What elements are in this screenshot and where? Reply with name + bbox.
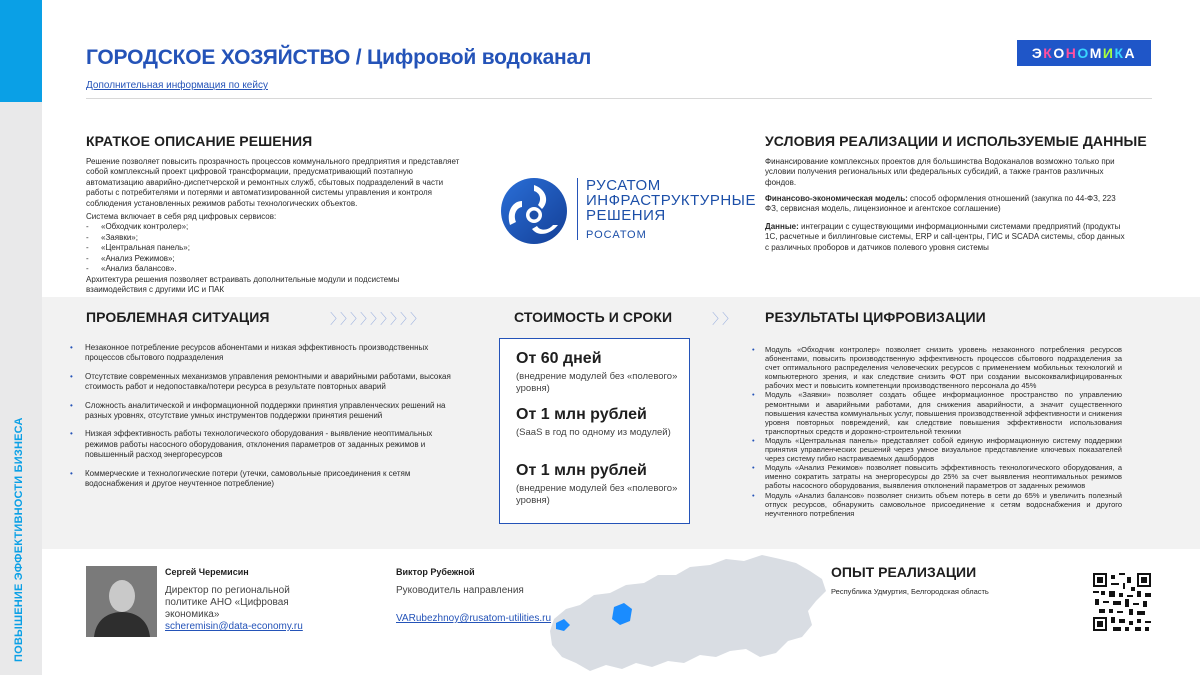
russia-map-image — [540, 545, 830, 675]
rosatom-divider — [577, 178, 578, 240]
contact-role: Руководитель направления — [396, 585, 524, 596]
cost-item: От 1 млн рублей (внедрение модулей без «полевого» уровня) — [516, 462, 678, 506]
conditions-title: УСЛОВИЯ РЕАЛИЗАЦИИ И ИСПОЛЬЗУЕМЫЕ ДАННЫЕ — [765, 133, 1147, 149]
cost-item: От 60 дней (внедрение модулей без «полевого» уровня) — [516, 350, 678, 394]
services-intro: Система включает в себя ряд цифровых сервисов: — [86, 212, 277, 221]
page-title: ГОРОДСКОЕ ХОЗЯЙСТВО / Цифровой водоканал — [86, 46, 592, 69]
rosatom-emblem-icon — [498, 175, 570, 247]
contact-role: Директор по региональной политике АНО «Цифровая экономика» — [165, 585, 290, 620]
economika-logo: Э К О Н О М И К А — [1017, 40, 1151, 66]
list-item: • Модуль «Заявки» позволяет создать общее информационное пространство по управлению ремонтными и аварийными работами, для снижения аварийности, а значит существенного повышения качества коммунальных услуг, повышения производственной эффективности и снижения уровня повторных повреждений, как следствие повышения эффективности использования транспортных средств и дорожно-строительной техники — [752, 390, 1122, 435]
results-title: РЕЗУЛЬТАТЫ ЦИФРОВИЗАЦИИ — [765, 309, 986, 325]
list-item: • Незаконное потребление ресурсов абонентами и низкая эффективность производственных процессов сбытового подразделения — [70, 343, 458, 364]
problem-title: ПРОБЛЕМНАЯ СИТУАЦИЯ — [86, 309, 270, 325]
experience-title: ОПЫТ РЕАЛИЗАЦИИ — [831, 564, 977, 580]
list-item: - «Обходчик контролер»; — [86, 222, 189, 232]
list-item: • Модуль «Анализ балансов» позволяет снизить объем потерь в сети до 65% и увеличить полезный отпуск ресурсов, обнаружить самовольное присоединение к сетям водоснабжения и другого неучтенного потребления — [752, 491, 1122, 518]
description-title: КРАТКОЕ ОПИСАНИЕ РЕШЕНИЯ — [86, 133, 313, 149]
cost-item: От 1 млн рублей (SaaS в год по одному из модулей) — [516, 406, 671, 438]
rosatom-logo-text: РУСАТОМ ИНФРАСТРУКТУРНЫЕ РЕШЕНИЯ — [586, 177, 756, 224]
list-item: • Модуль «Обходчик контролер» позволяет снизить уровень незаконного потребления ресурсов абонентами, повысить производственную эффективность процессов сбытового подразделения за счет оптимального распределения человеческих ресурсов с применением мобильных технологий и компьютерного зрения, и как следствие снизить ФОТ при создании высококвалифицированных рабочих мест и повысить компетенции производственного персонала до 45% — [752, 345, 1122, 390]
list-item: - «Заявки»; — [86, 232, 138, 242]
cost-title: СТОИМОСТЬ И СРОКИ — [514, 309, 673, 325]
qr-code-icon — [1093, 573, 1151, 631]
experience-regions: Республика Удмуртия, Белгородская область — [831, 587, 989, 596]
problem-chevrons: 〉〉〉〉〉〉〉〉〉 — [330, 311, 427, 327]
side-label: ПОВЫШЕНИЕ ЭФФЕКТИВНОСТИ БИЗНЕСА — [13, 417, 25, 662]
list-item: • Отсутствие современных механизмов управления ремонтными и аварийными работами, высокая стоимость работ и недопоставка/потери ресурса в результате повторных аварий — [70, 372, 458, 393]
services-list — [86, 212, 466, 274]
cost-box — [499, 338, 690, 524]
list-item: • Модуль «Анализ Режимов» позволяет повысить эффективность технологического оборудования, а именно сократить затраты на энергоресурсы до 25% за счет выявления неоптимальных режимов работы насосного оборудования, выявления отклонений параметров от заданных режимов — [752, 463, 1122, 490]
contact-photo — [86, 566, 157, 637]
contact-email-link[interactable]: VARubezhnoy@rusatom-utilities.ru — [396, 613, 552, 624]
cost-chevrons: 〉〉 — [712, 311, 739, 327]
list-item: - «Анализ балансов». — [86, 264, 177, 274]
case-info-link[interactable]: Дополнительная информация по кейсу — [86, 80, 268, 91]
contact-name: Сергей Черемисин — [165, 567, 249, 577]
contact-name: Виктор Рубежной — [396, 567, 475, 577]
list-item: - «Анализ Режимов»; — [86, 253, 175, 263]
conditions-data: Данные: интеграции с существующими информационными системами предприятий (продукты 1С, расчетные и биллинговые системы, ERP и call-центры, ГИС и SCADA системы, сбор данных с различных проборов и датчиков полевого уровня системы — [765, 222, 1125, 252]
header-divider — [86, 98, 1152, 99]
rosatom-sub: РОСАТОМ — [586, 229, 647, 241]
contact-email-link[interactable]: scheremisin@data-economy.ru — [165, 621, 303, 632]
list-item: • Низкая эффективность работы технологического оборудования - выявление неоптимальных режимов работы насосного оборудования, отклонения параметров от заданных режимов и повышенный расход энергоресурсов — [70, 429, 458, 460]
side-accent-block — [0, 0, 42, 102]
problem-list — [70, 343, 458, 497]
list-item: • Коммерческие и технологические потери (утечки, самовольные присоединения к сетям водоснабжения и другое неучтенное потребление) — [70, 469, 458, 490]
list-item: - «Центральная панель»; — [86, 243, 190, 253]
description-paragraph: Решение позволяет повысить прозрачность процессов коммунального предприятия и представляет собой комплексный проект цифровой трансформации, предусматривающий поэтапную автоматизацию аварийно-диспетчерской и ремонтных служб, сбытовых подразделений в части работы с потребителями и потерями и автоматизированной системы управления и контроля соблюдения установленных режимов работы технологических объектов. — [86, 157, 460, 208]
architecture-note: Архитектура решения позволяет встраивать дополнительные модули и подсистемы взаимодействия с другими ИС и ПАК — [86, 275, 400, 295]
conditions-financing: Финансирование комплексных проектов для большинства Водоканалов возможно только при условии получения региональных или федеральных субсидий, а также грантов различных фондов. — [765, 157, 1115, 187]
conditions-model: Финансово-экономическая модель: способ оформления отношений (закупка по 44-ФЗ, 223 ФЗ, сервисная модель, лицензионное и агентское соглашение) — [765, 194, 1116, 214]
list-item: • Модуль «Центральная панель» представляет собой единую информационную систему поддержки принятия управленческих решений через умное визуальное представление ключевых показателей через систему гибко настраиваемых дашбордов — [752, 436, 1122, 463]
list-item: • Сложность аналитической и информационной поддержки принятия управленческих решений на разных уровнях, отсутствие умных инструментов поддержки принятия решений — [70, 401, 458, 422]
results-list — [752, 345, 1122, 518]
